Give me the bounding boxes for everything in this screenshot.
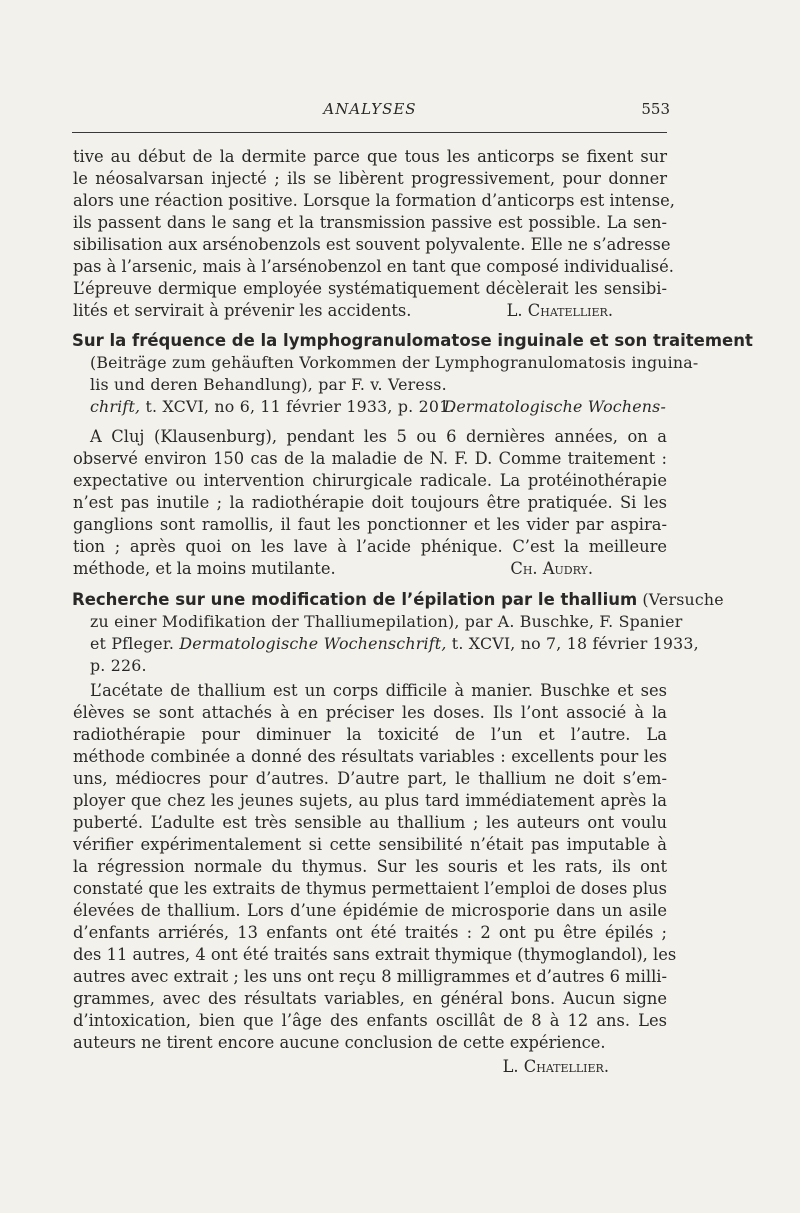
text-line: tion ; après quoi on les lave à l’acide phénique. C’est la meilleure [73, 537, 667, 556]
text-line: ils passent dans le sang et la transmission passive est possible. La sen- [73, 213, 667, 232]
text-line: élèves se sont attachés à en préciser les doses. Ils l’ont associé à la [73, 703, 667, 722]
text-line: n’est pas inutile ; la radiothérapie doit toujours être pratiquée. Si les [73, 493, 667, 512]
text-line: puberté. L’adulte est très sensible au thallium ; les auteurs ont voulu [73, 813, 667, 832]
text-line: alors une réaction positive. Lorsque la formation d’anticorps est intense, [73, 191, 675, 210]
text-line: ployer que chez les jeunes sujets, au plus tard immédiatement après la [73, 791, 667, 810]
text-line: expectative ou intervention chirurgicale radicale. La protéinothérapie [73, 471, 667, 490]
author-signature: L. Chatellier. [506, 301, 613, 320]
text-line: A Cluj (Klausenburg), pendant les 5 ou 6 dernières années, on a [90, 427, 667, 446]
text-line: pas à l’arsenic, mais à l’arsénobenzol en tant que composé individualisé. [73, 257, 674, 276]
text-line: uns, médiocres pour d’autres. D’autre part, le thallium ne doit s’em- [73, 769, 667, 788]
reference-line: zu einer Modifikation der Thalliumepilation), par A. Buschke, F. Spanier [90, 612, 683, 631]
text-line: la régression normale du thymus. Sur les souris et les rats, ils ont [73, 857, 667, 876]
text-line: des 11 autres, 4 ont été traités sans extrait thymique (thymoglandol), les [73, 945, 677, 964]
text-line: élevées de thallium. Lors d’une épidémie de microsporie dans un asile [73, 901, 667, 920]
text-line: vérifier expérimentalement si cette sensibilité n’était pas imputable à [73, 835, 667, 854]
text-line: sibilisation aux arsénobenzols est souvent polyvalente. Elle ne s’adresse [73, 235, 671, 254]
page-number: 553 [641, 100, 670, 118]
reference-text: et Pfleger. [90, 634, 175, 653]
reference-text: lis und deren Behandlung), par F. v. Veress. [90, 375, 447, 394]
text-line: radiothérapie pour diminuer la toxicité de l’un et l’autre. La [73, 725, 667, 744]
text-line: d’intoxication, bien que l’âge des enfants oscillât de 8 à 12 ans. Les [73, 1011, 667, 1030]
text-line: tive au début de la dermite parce que tous les anticorps se fixent sur [73, 147, 667, 166]
article-title: Sur la fréquence de la lymphogranulomatose inguinale et son traitement [72, 331, 753, 350]
text-line: constaté que les extraits de thymus permettaient l’emploi de doses plus [73, 879, 667, 898]
journal-name: Dermatologische Wochenschrift, [179, 634, 447, 653]
title-line [72, 589, 724, 611]
journal-name-cont: chrift, [90, 397, 141, 416]
article-title: Recherche sur une modification de l’épilation par le thallium [72, 590, 638, 609]
reference-line [90, 396, 666, 418]
text-line: observé environ 150 cas de la maladie de N. F. D. Comme traitement : [73, 449, 667, 468]
text-line: grammes, avec des résultats variables, en général bons. Aucun signe [73, 989, 667, 1008]
reference-text: (Versuche [642, 590, 724, 609]
text-line: d’enfants arriérés, 13 enfants ont été traités : 2 ont pu être épilés ; [73, 923, 667, 942]
text-line: méthode, et la moins mutilante. [73, 559, 336, 578]
text-line: lités et servirait à prévenir les accidents. [73, 301, 412, 320]
text-line: L’épreuve dermique employée systématiquement décèlerait les sensibi- [73, 279, 667, 298]
text-line: autres avec extrait ; les uns ont reçu 8 milligrammes et d’autres 6 milli- [73, 967, 667, 986]
author-signature: Ch. Audry. [510, 559, 593, 578]
text-line: auteurs ne tirent encore aucune conclusion de cette expérience. [73, 1033, 606, 1052]
text-line: L’acétate de thallium est un corps difficile à manier. Buschke et ses [90, 681, 667, 700]
text-line: le néosalvarsan injecté ; ils se libèrent progressivement, pour donner [73, 169, 667, 188]
text-line: méthode combinée a donné des résultats variables : excellents pour les [73, 747, 667, 766]
reference-line: p. 226. [90, 656, 147, 675]
reference-line: (Beiträge zum gehäuften Vorkommen der Lymphogranulomatosis inguina- [90, 353, 699, 372]
text-line: ganglions sont ramollis, il faut les ponctionner et les vider par aspira- [73, 515, 667, 534]
journal-name: Dermatologische Wochens- [443, 397, 666, 416]
running-title: ANALYSES [323, 100, 417, 118]
reference-text: t. XCVI, no 7, 18 février 1933, [451, 634, 699, 653]
page-header [70, 100, 670, 122]
header-rule [72, 132, 667, 133]
reference-text: t. XCVI, no 6, 11 février 1933, p. 201. [145, 397, 455, 416]
reference-line [90, 633, 699, 655]
author-signature: L. Chatellier. [502, 1057, 609, 1076]
